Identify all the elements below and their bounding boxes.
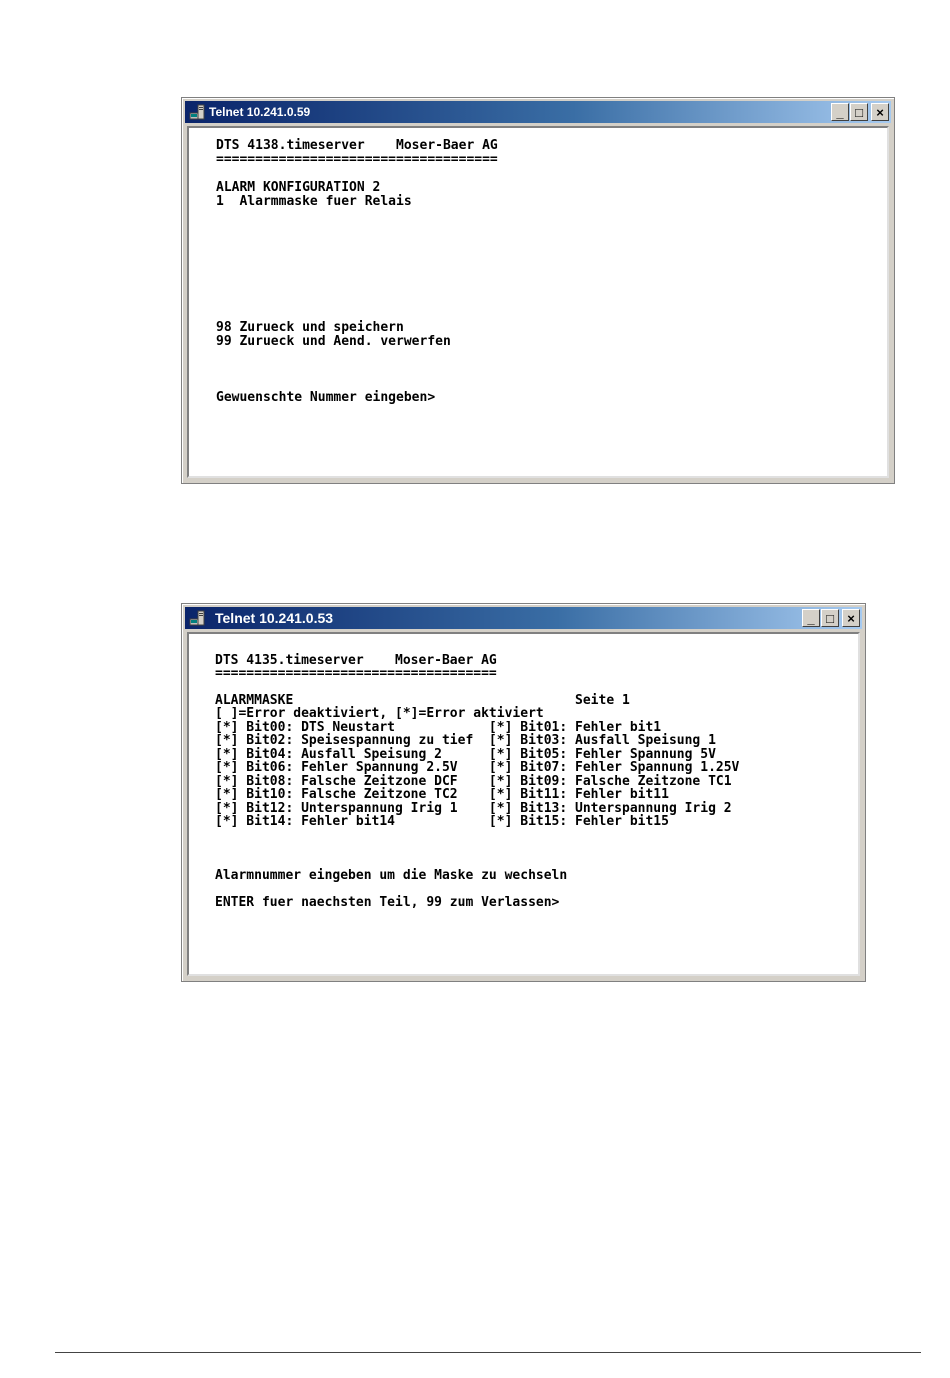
terminal-line: 99 Zurueck und Aend. verwerfen — [216, 334, 451, 349]
terminal-line: DTS 4138.timeserver Moser-Baer AG — [216, 138, 498, 153]
terminal-line: Alarmnummer eingeben um die Maske zu wechseln — [215, 868, 568, 883]
terminal-line: ==================================== — [216, 152, 498, 167]
terminal-line: [ ]=Error deaktiviert, [*]=Error aktiviert — [215, 706, 544, 721]
footer-divider — [55, 1352, 921, 1353]
maximize-icon: □ — [826, 610, 834, 626]
terminal-line: ALARM KONFIGURATION 2 — [216, 180, 381, 195]
terminal-line: ==================================== — [215, 666, 497, 681]
telnet-window-2 — [181, 603, 866, 982]
minimize-button[interactable] — [802, 609, 820, 627]
terminal-area[interactable] — [187, 632, 860, 976]
maximize-button[interactable] — [821, 609, 839, 627]
terminal-area[interactable] — [187, 126, 889, 478]
terminal-line: 98 Zurueck und speichern — [216, 320, 404, 335]
terminal-line: 1 Alarmmaske fuer Relais — [216, 194, 412, 209]
telnet-window-1 — [181, 97, 895, 484]
terminal-line: DTS 4135.timeserver Moser-Baer AG — [215, 653, 497, 668]
minimize-icon: _ — [807, 610, 815, 626]
alarm-bit-row: [*] Bit08: Falsche Zeitzone DCF [*] Bit09: Falsche Zeitzone TC1 — [215, 774, 732, 789]
maximize-icon: □ — [855, 104, 863, 120]
close-button[interactable] — [842, 609, 860, 627]
alarm-bit-row: [*] Bit02: Speisespannung zu tief [*] Bit03: Ausfall Speisung 1 — [215, 733, 716, 748]
alarm-bit-row: [*] Bit06: Fehler Spannung 2.5V [*] Bit07: Fehler Spannung 1.25V — [215, 760, 740, 775]
alarm-bit-row: [*] Bit00: DTS Neustart [*] Bit01: Fehler bit1 — [215, 720, 662, 735]
terminal-prompt: Gewuenschte Nummer eingeben> — [216, 390, 436, 405]
maximize-button[interactable] — [850, 103, 868, 121]
title-bar[interactable] — [185, 607, 862, 629]
title-bar[interactable] — [185, 101, 891, 123]
window-title: Telnet 10.241.0.59 — [209, 105, 311, 119]
window-controls — [830, 103, 889, 121]
minimize-button[interactable] — [831, 103, 849, 121]
alarm-bit-row: [*] Bit04: Ausfall Speisung 2 [*] Bit05: Fehler Spannung 5V — [215, 747, 716, 762]
alarm-bit-row: [*] Bit14: Fehler bit14 [*] Bit15: Fehler bit15 — [215, 814, 669, 829]
minimize-icon: _ — [836, 104, 844, 120]
window-title: Telnet 10.241.0.53 — [215, 610, 334, 626]
telnet-icon — [189, 610, 205, 626]
close-button[interactable] — [871, 103, 889, 121]
alarm-bit-row: [*] Bit10: Falsche Zeitzone TC2 [*] Bit11: Fehler bit11 — [215, 787, 669, 802]
window-controls — [801, 609, 860, 627]
telnet-icon — [189, 104, 205, 120]
close-icon: × — [847, 610, 855, 626]
terminal-prompt: ENTER fuer naechsten Teil, 99 zum Verlassen> — [215, 895, 560, 910]
terminal-line: ALARMMASKE Seite 1 — [215, 693, 630, 708]
close-icon: × — [876, 104, 884, 120]
alarm-bit-row: [*] Bit12: Unterspannung Irig 1 [*] Bit13: Unterspannung Irig 2 — [215, 801, 732, 816]
